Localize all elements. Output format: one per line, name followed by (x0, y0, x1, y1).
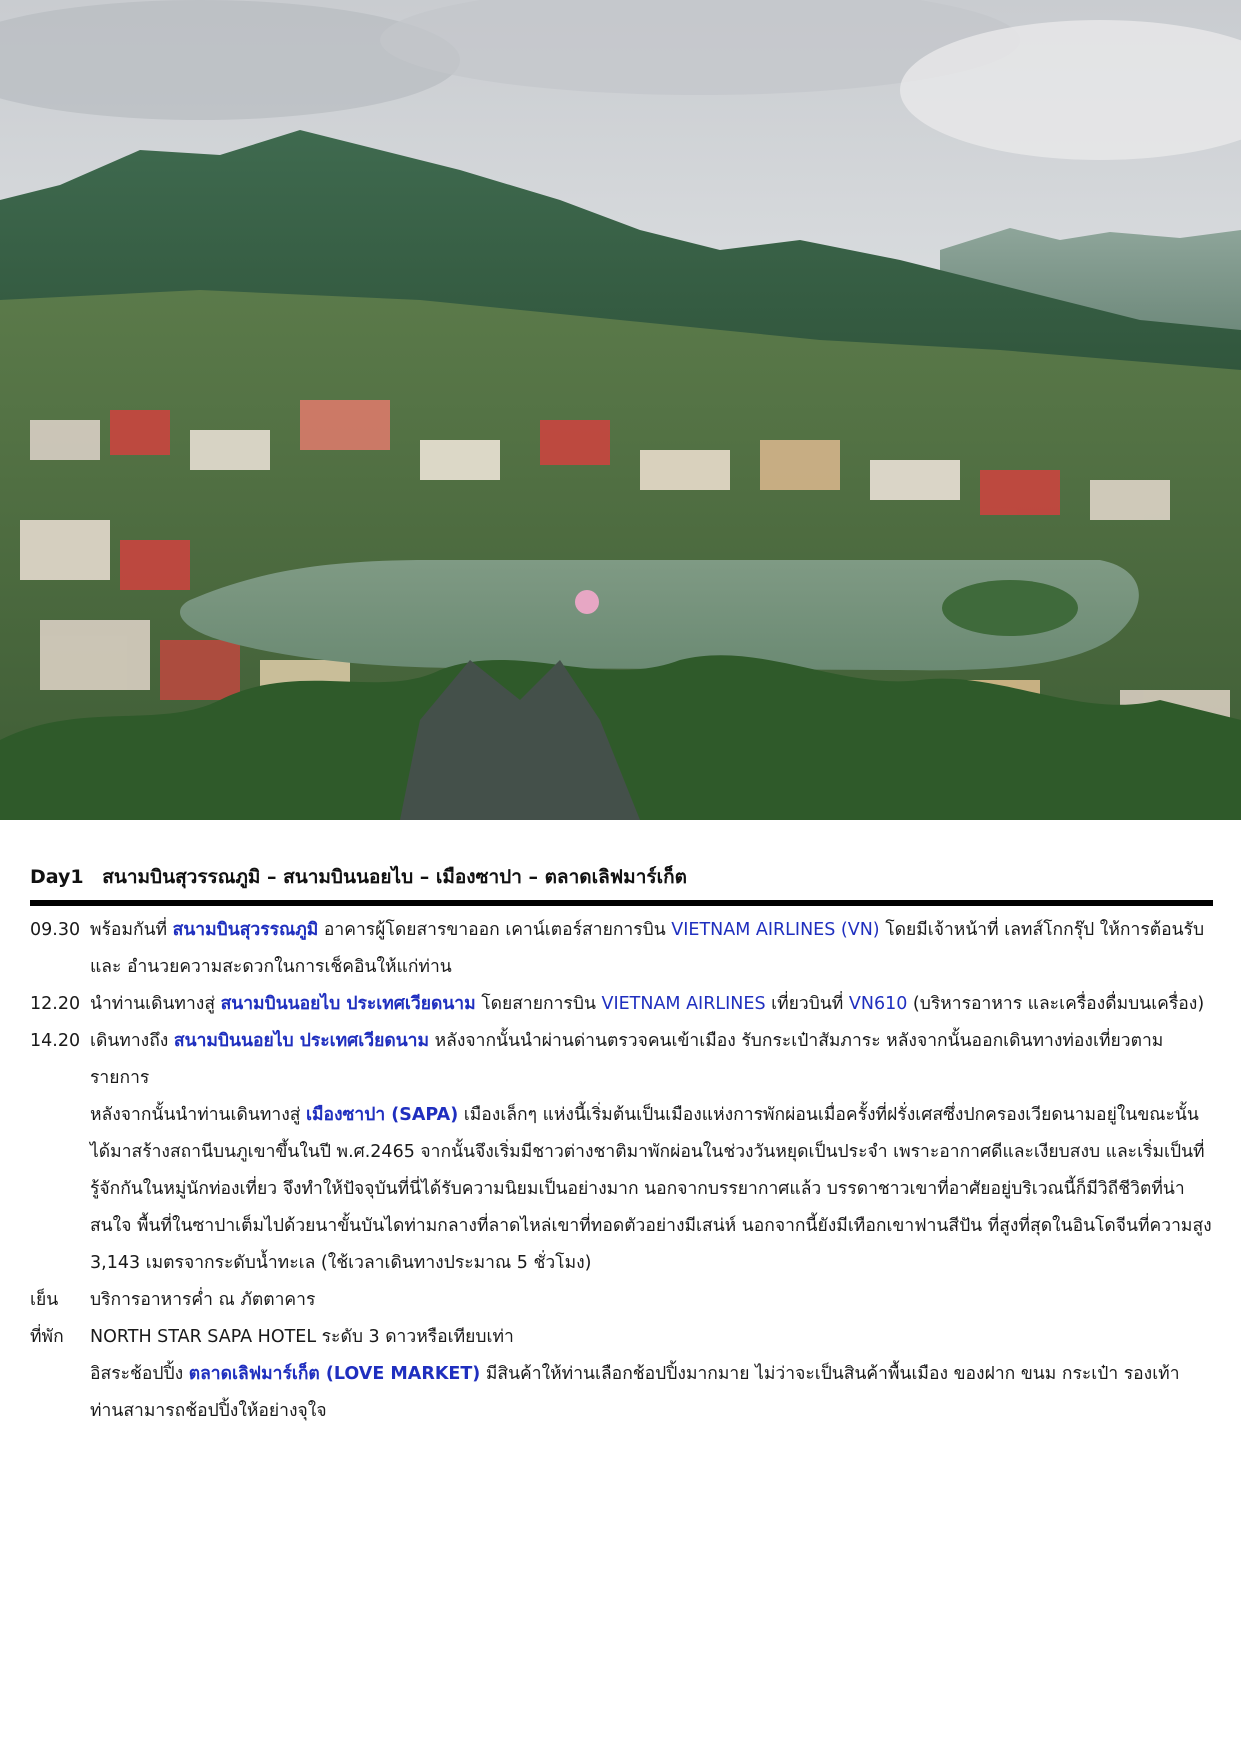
description-text: NORTH STAR SAPA HOTEL ระดับ 3 ดาวหรือเทียบเท่า (90, 1327, 514, 1347)
highlighted-text: VIETNAM AIRLINES (VN) (671, 920, 880, 940)
itinerary-time (30, 1097, 90, 1282)
description-text: เที่ยวบินที่ (765, 994, 849, 1014)
itinerary-list (30, 912, 1213, 1430)
description-text: หลังจากนั้นนำท่านเดินทางสู่ (90, 1105, 306, 1125)
description-text: มีสินค้าให้ท่านเลือกช้อปปิ้งมากมาย ไม่ว่าจะเป็นสินค้าพื้นเมือง ของฝาก ขนม กระเป๋า รองเท้า ท่านสามารถช้อปปิ้งให้อย่างจุใจ (90, 1364, 1180, 1421)
itinerary-description (90, 986, 1213, 1023)
itinerary-time (30, 1356, 90, 1430)
description-text: อิสระช้อปปิ้ง (90, 1364, 189, 1384)
highlighted-text: VIETNAM AIRLINES (601, 994, 766, 1014)
highlighted-text: VN610 (848, 994, 908, 1014)
itinerary-time: ที่พัก (30, 1327, 64, 1347)
itinerary-time: เย็น (30, 1290, 59, 1310)
itinerary-row (30, 1356, 1213, 1430)
itinerary-description (90, 912, 1213, 986)
itinerary-row (30, 1023, 1213, 1097)
header-divider (30, 900, 1213, 906)
itinerary-row (30, 986, 1213, 1023)
hero-photo (0, 0, 1241, 820)
highlighted-text: สนามบินสุวรรณภูมิ (172, 920, 319, 940)
description-text: โดยสายการบิน (475, 994, 602, 1014)
highlighted-text: สนามบินนอยไบ ประเทศเวียดนาม (220, 994, 476, 1014)
description-text: โดยมีเจ้าหน้าที่ เลทส์โกกรุ๊ป ให้การต้อนรับ และ อำนวยความสะดวกในการเช็คอินให้แก่ท่าน (90, 920, 1205, 977)
itinerary-row (30, 912, 1213, 986)
itinerary-time: 09.30 (30, 920, 81, 940)
itinerary-description (90, 1319, 1213, 1356)
description-text: (บริหารอาหาร และเครื่องดื่มบนเครื่อง) (907, 994, 1205, 1014)
description-text: นำท่านเดินทางสู่ (90, 994, 221, 1014)
itinerary-row (30, 1282, 1213, 1319)
highlighted-text: ตลาดเลิฟมาร์เก็ต (LOVE MARKET) (188, 1364, 481, 1384)
day-heading (30, 862, 687, 892)
highlighted-text: สนามบินนอยไบ ประเทศเวียดนาม (173, 1031, 430, 1051)
description-text: เดินทางถึง (90, 1031, 174, 1051)
itinerary-row (30, 1097, 1213, 1282)
itinerary-description (90, 1097, 1213, 1282)
itinerary-description (90, 1282, 1213, 1319)
description-text: อาคารผู้โดยสารขาออก เคาน์เตอร์สายการบิน (318, 920, 672, 940)
description-text: บริการอาหารค่ำ ณ ภัตตาคาร (90, 1290, 316, 1310)
day-route-title: สนามบินสุวรรณภูมิ – สนามบินนอยไบ – เมืองซาปา – ตลาดเลิฟมาร์เก็ต (102, 866, 687, 888)
sapa-landscape-image (0, 0, 1241, 820)
itinerary-description (90, 1356, 1213, 1430)
itinerary-row (30, 1319, 1213, 1356)
itinerary-description (90, 1023, 1213, 1097)
description-text: เมืองเล็กๆ แห่งนี้เริ่มต้นเป็นเมืองแห่งการพักผ่อนเมื่อครั้งที่ฝรั่งเศสซึ่งปกครองเวียดนามอยู่ในขณะนั้นได้มาสร้างสถานีบนภูเขาขึ้นในปี พ.ศ.2465 จากนั้นจึงเริ่มมีชาวต่างชาติมาพักผ่อนในช่วงวันหยุดเป็นประจำ เพราะอากาศดีและเงียบสงบ และเริ่มเป็นที่รู้จักกันในหมู่นักท่องเที่ยว จึงทำให้ปัจจุบันที่นี่ได้รับความนิยมเป็นอย่างมาก นอกจากบรรยากาศแล้ว บรรดาชาวเขาที่อาศัยอยู่บริเวณนี้ก็มีวิถีชีวิตที่น่าสนใจ พื้นที่ในซาปาเต็มไปด้วยนาขั้นบันไดท่ามกลางที่ลาดไหล่เขาที่ทอดตัวอย่างมีเสน่ห์ นอกจากนี้ยังมีเทือกเขาฟานสีปัน ที่สูงที่สุดในอินโดจีนที่ความสูง 3,143 เมตรจากระดับน้ำทะเล (ใช้เวลาเดินทางประมาณ 5 ชั่วโมง) (90, 1105, 1212, 1273)
itinerary-time: 14.20 (30, 1031, 81, 1051)
day-label: Day1 (30, 866, 84, 888)
description-text: หลังจากนั้นนำผ่านด่านตรวจคนเข้าเมือง รับกระเป๋าสัมภาระ หลังจากนั้นออกเดินทางท่องเที่ยวตามรายการ (90, 1031, 1164, 1088)
itinerary-time: 12.20 (30, 994, 81, 1014)
highlighted-text: เมืองซาปา (SAPA) (305, 1105, 459, 1125)
description-text: พร้อมกันที่ (90, 920, 173, 940)
